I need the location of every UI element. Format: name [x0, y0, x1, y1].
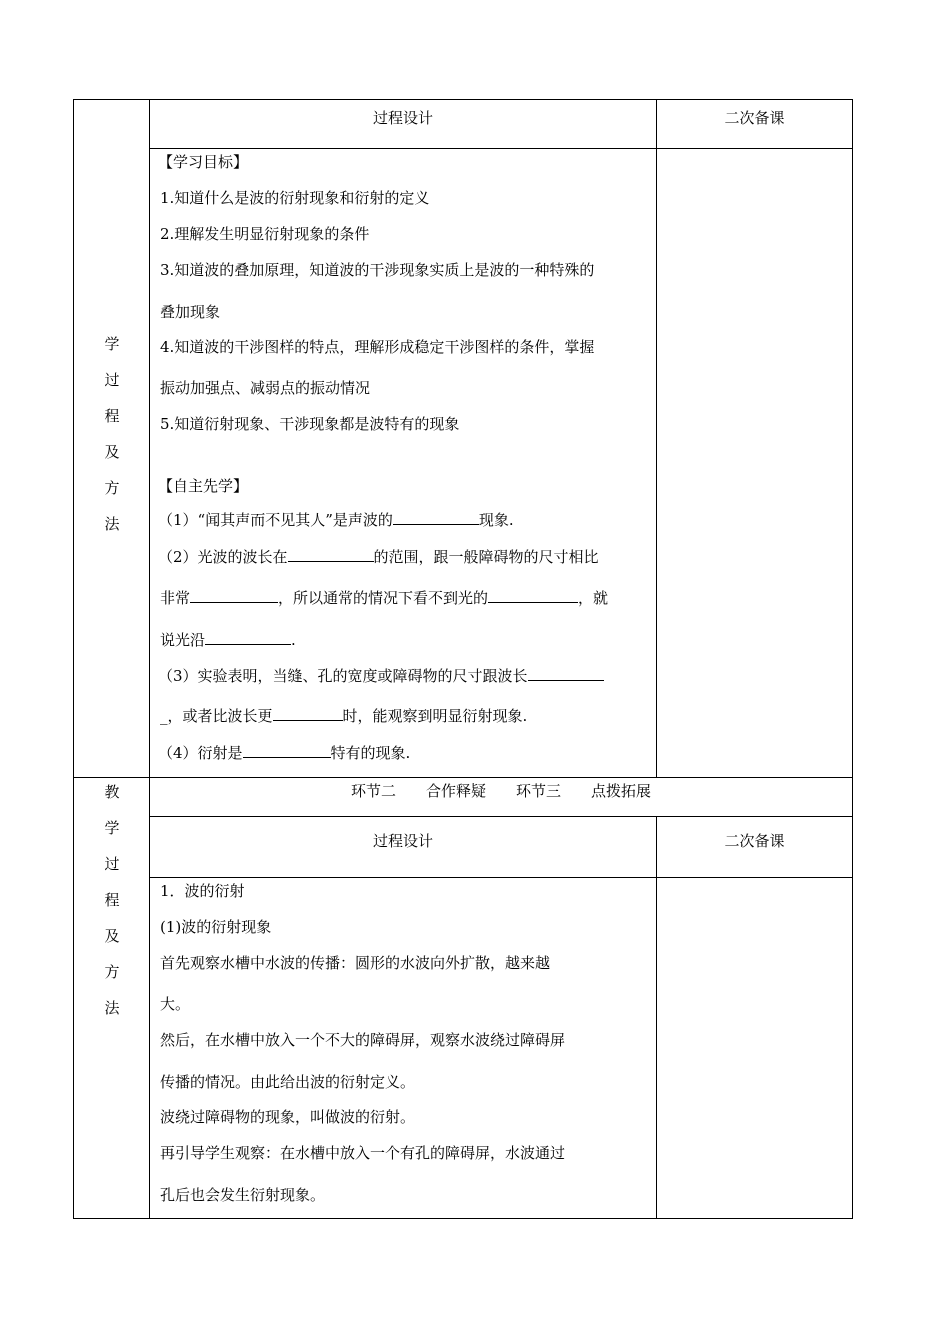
border-bottom [73, 1218, 853, 1219]
header-second-prep-2: 二次备课 [724, 832, 785, 850]
question-3-line-2: _，或者比波长更 时，能观察到明显衍射现象. [160, 707, 528, 725]
body-line: 大。 [160, 995, 191, 1013]
question-1: （1）“闻其声而不见其人”是声波的 现象. [158, 511, 514, 529]
answer-blank[interactable] [393, 510, 479, 525]
stage-rule [149, 816, 853, 817]
border-left [73, 99, 74, 1219]
answer-blank[interactable] [205, 630, 291, 645]
body-line: (1)波的衍射现象 [160, 918, 272, 936]
answer-blank[interactable] [190, 588, 278, 603]
side-column-divider [149, 99, 150, 1219]
side-label-2: 教 学 过 程 及 方 法 [104, 783, 120, 1017]
stage-heading: 环节二 合作释疑 环节三 点拨拓展 [350, 782, 651, 800]
header-rule-1 [149, 148, 853, 149]
question-4: （4）衍射是 特有的现象. [158, 744, 411, 762]
body-line: 首先观察水槽中水波的传播：圆形的水波向外扩散，越来越 [160, 954, 551, 972]
header-second-prep: 二次备课 [724, 109, 785, 127]
answer-blank[interactable] [488, 588, 578, 603]
self-study-title: 【自主先学】 [158, 477, 249, 495]
body-line: 孔后也会发生衍射现象。 [160, 1186, 326, 1204]
question-3-line-1: （3）实验表明，当缝、孔的宽度或障碍物的尺寸跟波长 [158, 666, 604, 686]
goal-line: 叠加现象 [160, 303, 221, 321]
question-2-line-3: 说光沿 . [160, 631, 296, 649]
header-process-design-2: 过程设计 [372, 832, 433, 850]
answer-blank[interactable] [288, 547, 374, 562]
body-line: 波绕过障碍物的现象，叫做波的衍射。 [160, 1108, 416, 1126]
header-process-design: 过程设计 [372, 109, 433, 127]
goal-line: 2.理解发生明显衍射现象的条件 [160, 225, 370, 243]
body-line: 然后，在水槽中放入一个不大的障碍屏，观察水波绕过障碍屏 [160, 1031, 566, 1049]
goal-line: 振动加强点、减弱点的振动情况 [160, 379, 371, 397]
goal-line: 1.知道什么是波的衍射现象和衍射的定义 [160, 189, 430, 207]
goal-line: 4.知道波的干涉图样的特点，理解形成稳定干涉图样的条件，掌握 [160, 338, 595, 356]
question-2-line-2: 非常 ，所以通常的情况下看不到光的 ，就 [160, 589, 609, 607]
body-line: 再引导学生观察：在水槽中放入一个有孔的障碍屏，水波通过 [160, 1144, 566, 1162]
body-line: 1．波的衍射 [160, 882, 245, 900]
notes-column-divider-1 [656, 99, 657, 778]
border-top [73, 99, 853, 100]
answer-blank[interactable] [243, 743, 331, 758]
section-divider [73, 777, 853, 778]
goals-title: 【学习目标】 [158, 153, 249, 171]
header-rule-2 [149, 877, 853, 878]
border-right [852, 99, 853, 1219]
body-line: 传播的情况。由此给出波的衍射定义。 [160, 1073, 416, 1091]
goal-line: 3.知道波的叠加原理，知道波的干涉现象实质上是波的一种特殊的 [160, 261, 595, 279]
goal-line: 5.知道衍射现象、干涉现象都是波特有的现象 [160, 415, 460, 433]
answer-blank[interactable] [273, 706, 343, 721]
answer-blank[interactable] [528, 666, 604, 681]
side-label-1: 学 过 程 及 方 法 [104, 335, 120, 533]
question-2-line-1: （2）光波的波长在 的范围，跟一般障碍物的尺寸相比 [158, 548, 599, 566]
